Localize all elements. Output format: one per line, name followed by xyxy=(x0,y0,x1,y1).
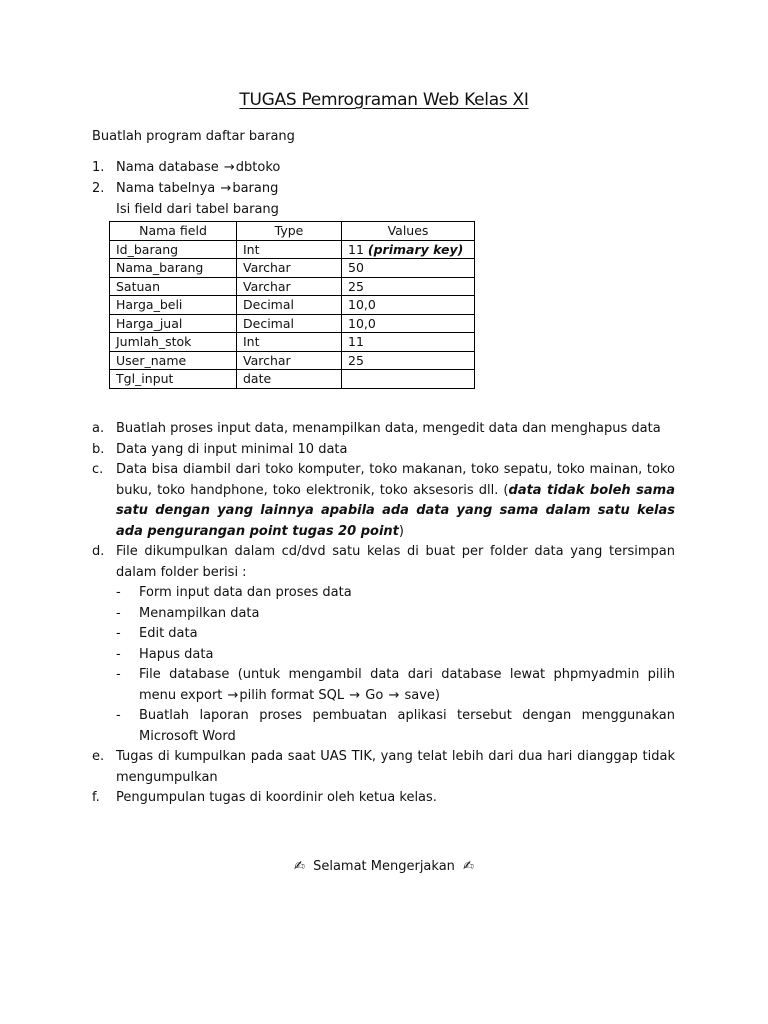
item-marker: e. xyxy=(92,749,105,764)
cell-value xyxy=(342,370,475,389)
item-marker: c. xyxy=(92,462,104,477)
field-table xyxy=(109,221,475,389)
writing-hand-icon: ✍ xyxy=(294,859,305,874)
list-item-b xyxy=(92,440,675,461)
list-item-c xyxy=(92,460,675,542)
sub-item: - Hapus data xyxy=(116,645,675,666)
closing-line xyxy=(0,857,768,878)
cell-type: Decimal xyxy=(237,314,342,333)
header-values: Values xyxy=(342,222,475,241)
sub-item: - Menampilkan data xyxy=(116,604,675,625)
emphasis-note: data tidak boleh sama satu dengan yang lainnya apabila ada data yang sama dalam satu kelas ada pengurangan point tugas 20 point xyxy=(116,482,675,539)
sub-item: - Form input data dan proses data xyxy=(116,583,675,604)
cell-value: 10,0 xyxy=(342,296,475,315)
cell-type: Decimal xyxy=(237,296,342,315)
table-row xyxy=(110,333,475,352)
table-row xyxy=(110,259,475,278)
cell-field: Nama_barang xyxy=(110,259,237,278)
numbered-item-table xyxy=(92,179,279,200)
header-type: Type xyxy=(237,222,342,241)
cell-field: Jumlah_stok xyxy=(110,333,237,352)
intro-text: Buatlah program daftar barang xyxy=(92,129,295,144)
numbered-item-database xyxy=(92,158,281,179)
primary-key-note: (primary key) xyxy=(367,241,464,257)
item-marker: b. xyxy=(92,441,105,457)
list-item-a xyxy=(92,419,675,440)
list-item-f xyxy=(92,788,675,809)
dash-bullet: - xyxy=(116,605,121,621)
list-item-d xyxy=(92,542,675,747)
cell-field: Satuan xyxy=(110,277,237,296)
cell-field: User_name xyxy=(110,351,237,370)
table-row xyxy=(110,240,475,259)
table-row xyxy=(110,296,475,315)
dash-bullet: - xyxy=(116,667,121,682)
item-text: Tugas di kumpulkan pada saat UAS TIK, yang telat lebih dari dua hari dianggap tidak mengumpulkan xyxy=(116,749,675,785)
item-text: Pengumpulan tugas di koordinir oleh ketua kelas. xyxy=(116,790,437,805)
closing-text: Selamat Mengerjakan xyxy=(313,859,455,874)
cell-type: Varchar xyxy=(237,351,342,370)
table-header-row xyxy=(110,222,475,241)
cell-type: Int xyxy=(237,240,342,259)
item-marker: a. xyxy=(92,421,105,436)
writing-hand-icon: ✍ xyxy=(463,859,474,874)
item-marker: f. xyxy=(92,790,100,805)
dash-bullet: - xyxy=(116,585,121,600)
list-item-e xyxy=(92,747,675,788)
arrow-right-icon: → xyxy=(220,181,232,196)
cell-field: Id_barang xyxy=(110,240,237,259)
item-text: Nama tabelnya →barang xyxy=(116,179,278,200)
item-text: Data bisa diambil dari toko komputer, toko makanan, toko sepatu, toko mainan, toko buku, toko handphone, toko elektronik, toko aksesoris dll. (data tidak boleh sama satu dengan yang lainnya apabila ada data yang sama dalam satu kelas ada pengurangan point tugas 20 point) xyxy=(116,462,675,539)
page-title: TUGAS Pemrograman Web Kelas XI xyxy=(239,90,529,110)
cell-type: Varchar xyxy=(237,277,342,296)
item-text: Data yang di input minimal 10 data xyxy=(116,441,348,457)
table-row xyxy=(110,314,475,333)
cell-field: Harga_jual xyxy=(110,314,237,333)
table-row xyxy=(110,351,475,370)
header-nama-field: Nama field xyxy=(110,222,237,241)
cell-type: date xyxy=(237,370,342,389)
cell-field: Harga_beli xyxy=(110,296,237,315)
table-row xyxy=(110,277,475,296)
cell-value: 25 xyxy=(342,277,475,296)
arrow-right-icon: → xyxy=(223,160,235,175)
dash-bullet: - xyxy=(116,708,121,723)
cell-value: 11 (primary key) xyxy=(342,240,475,259)
sub-item: - File database (untuk mengambil data dari database lewat phpmyadmin pilih menu export →pilih format SQL → Go → save) xyxy=(116,665,675,706)
task-list xyxy=(92,419,675,809)
table-row xyxy=(110,370,475,389)
item-text: Nama database →dbtoko xyxy=(116,158,280,179)
item-text: Buatlah proses input data, menampilkan data, mengedit data dan menghapus data xyxy=(116,421,661,436)
dash-bullet: - xyxy=(116,646,121,662)
sub-item: - Edit data xyxy=(116,624,675,645)
arrow-right-icon: → xyxy=(388,687,400,703)
dash-bullet: - xyxy=(116,626,121,641)
item-marker: 1. xyxy=(92,160,105,175)
item-marker: 2. xyxy=(92,181,105,196)
cell-value: 50 xyxy=(342,259,475,278)
cell-value: 25 xyxy=(342,351,475,370)
item-text: File dikumpulkan dalam cd/dvd satu kelas di buat per folder data yang tersimpan dalam folder berisi : xyxy=(116,544,675,580)
arrow-right-icon: → xyxy=(227,687,239,703)
sub-item: - Buatlah laporan proses pembuatan aplikasi tersebut dengan menggunakan Microsoft Word xyxy=(116,708,675,744)
cell-field: Tgl_input xyxy=(110,370,237,389)
table-caption: Isi field dari tabel barang xyxy=(116,202,279,217)
cell-value: 11 xyxy=(342,333,475,352)
arrow-right-icon: → xyxy=(349,687,361,703)
cell-value: 10,0 xyxy=(342,314,475,333)
cell-type: Int xyxy=(237,333,342,352)
item-marker: d. xyxy=(92,544,105,559)
cell-type: Varchar xyxy=(237,259,342,278)
